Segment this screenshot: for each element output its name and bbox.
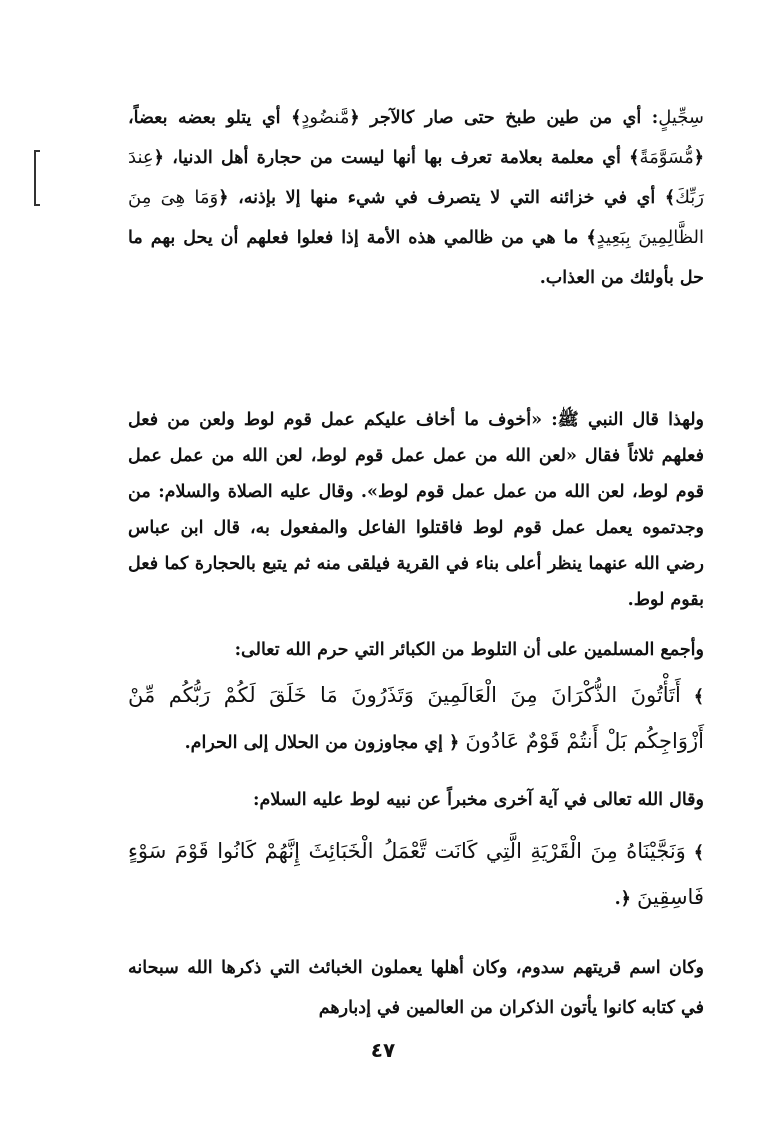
lut-verse-line: [128, 828, 704, 920]
quran-phrase-wama-hiya: وَمَا هِىَ مِنَ الظَّالِمِينَ بِبَعِيدٍ: [128, 187, 704, 248]
text-segment: : أي من طين طبخ حتى صار كالآجر: [359, 108, 659, 128]
brace-close: ﴿: [448, 733, 460, 753]
text-segment: أي في خزائنه التي لا يتصرف في شيء منها إلا بإذنه،: [228, 188, 665, 208]
verse-explanation: إي مجاوزون من الحلال إلى الحرام.: [184, 733, 449, 753]
brace-close: ﴾: [629, 148, 640, 168]
brace-open: ﴿: [349, 108, 360, 128]
quran-word-sijjil: سِجِّيلٍ: [658, 107, 704, 128]
brace-open: ﴾: [693, 843, 705, 863]
ijma-intro: وأجمع المسلمين على أن التلوط من الكبائر التي حرم الله تعالى:: [234, 640, 704, 660]
quran-verse-anbiya: وَنَجَّيْنَاهُ مِنَ الْقَرْيَةِ الَّتِي كَانَت تَّعْمَلُ الْخَبَائِثَ إِنَّهُمْ كَانُوا قَوْمَ سَوْءٍ فَاسِقِينَ: [128, 839, 704, 909]
quran-word-inda-rabbik: عِندَ رَبِّكَ: [128, 147, 704, 208]
brace-close: ﴾: [291, 108, 302, 128]
quran-word-mandud: مَّنضُودٍ: [301, 107, 350, 128]
tafsir-text: [128, 98, 704, 298]
ijma-verse-line: [128, 672, 704, 764]
page-number: ٤٧: [370, 1038, 396, 1062]
text-segment: أي يتلو بعضه بعضاً،: [128, 108, 292, 128]
brace-open: ﴿: [153, 148, 164, 168]
sodom-text: وكان اسم قريتهم سدوم، وكان أهلها يعملون الخبائث التي ذكرها الله سبحانه في كتابه كانوا يأتون الذكران من العالمين في إدبارهم: [128, 958, 704, 1018]
lut-verse-paragraph: [128, 780, 704, 920]
brace-open: ﴾: [693, 687, 704, 707]
hadith-paragraph: [128, 402, 704, 618]
ijma-paragraph: [128, 630, 704, 764]
brace-close: ﴾: [586, 228, 597, 248]
brace-close: ﴾: [664, 188, 676, 208]
brace-close: ﴿: [620, 889, 631, 909]
text-segment: ما هي من ظالمي هذه الأمة إذا فعلوا فعلهم أن يحل بهم ما حل بأولئك من العذاب.: [128, 228, 704, 288]
quran-word-musawwama: مُّسَوَّمَةً: [639, 147, 694, 168]
hadith-text: ولهذا قال النبي ﷺ: «أخوف ما أخاف عليكم عمل قوم لوط ولعن من فعل فعلهم ثلاثاً فقال «لعن الله من عمل عمل قوم لوط، لعن الله من عمل عمل قوم لوط، لعن الله من عمل عمل قوم لوط». وقال عليه الصلاة والسلام: من وجدتموه يعمل عمل قوم لوط فاقتلوا الفاعل والمفعول به، قال ابن عباس رضي الله عنهما ينظر أعلى بناء في القرية فيلقى منه ثم يتبع بالحجارة كما فعل بقوم لوط.: [128, 410, 704, 610]
brace-open: ﴿: [218, 188, 229, 208]
quran-verse-shuara: أَتَأْتُونَ الذُّكْرَانَ مِنَ الْعَالَمِينَ وَتَذَرُونَ مَا خَلَقَ لَكُمْ رَبُّكُم مِّنْ أَزْوَاجِكُم بَلْ أَنتُمْ قَوْمٌ عَادُونَ: [128, 683, 704, 753]
sodom-paragraph: [128, 948, 704, 1028]
text-segment: أي معلمة بعلامة تعرف بها أنها ليست من حجارة أهل الدنيا،: [163, 148, 630, 168]
brace-open: ﴿: [693, 148, 704, 168]
tafsir-paragraph: [128, 98, 704, 298]
lut-intro: وقال الله تعالى في آية آخرى مخبراً عن نبيه لوط عليه السلام:: [253, 790, 704, 810]
verse-end-period: .: [614, 889, 621, 909]
margin-bracket-mark: [34, 150, 40, 206]
